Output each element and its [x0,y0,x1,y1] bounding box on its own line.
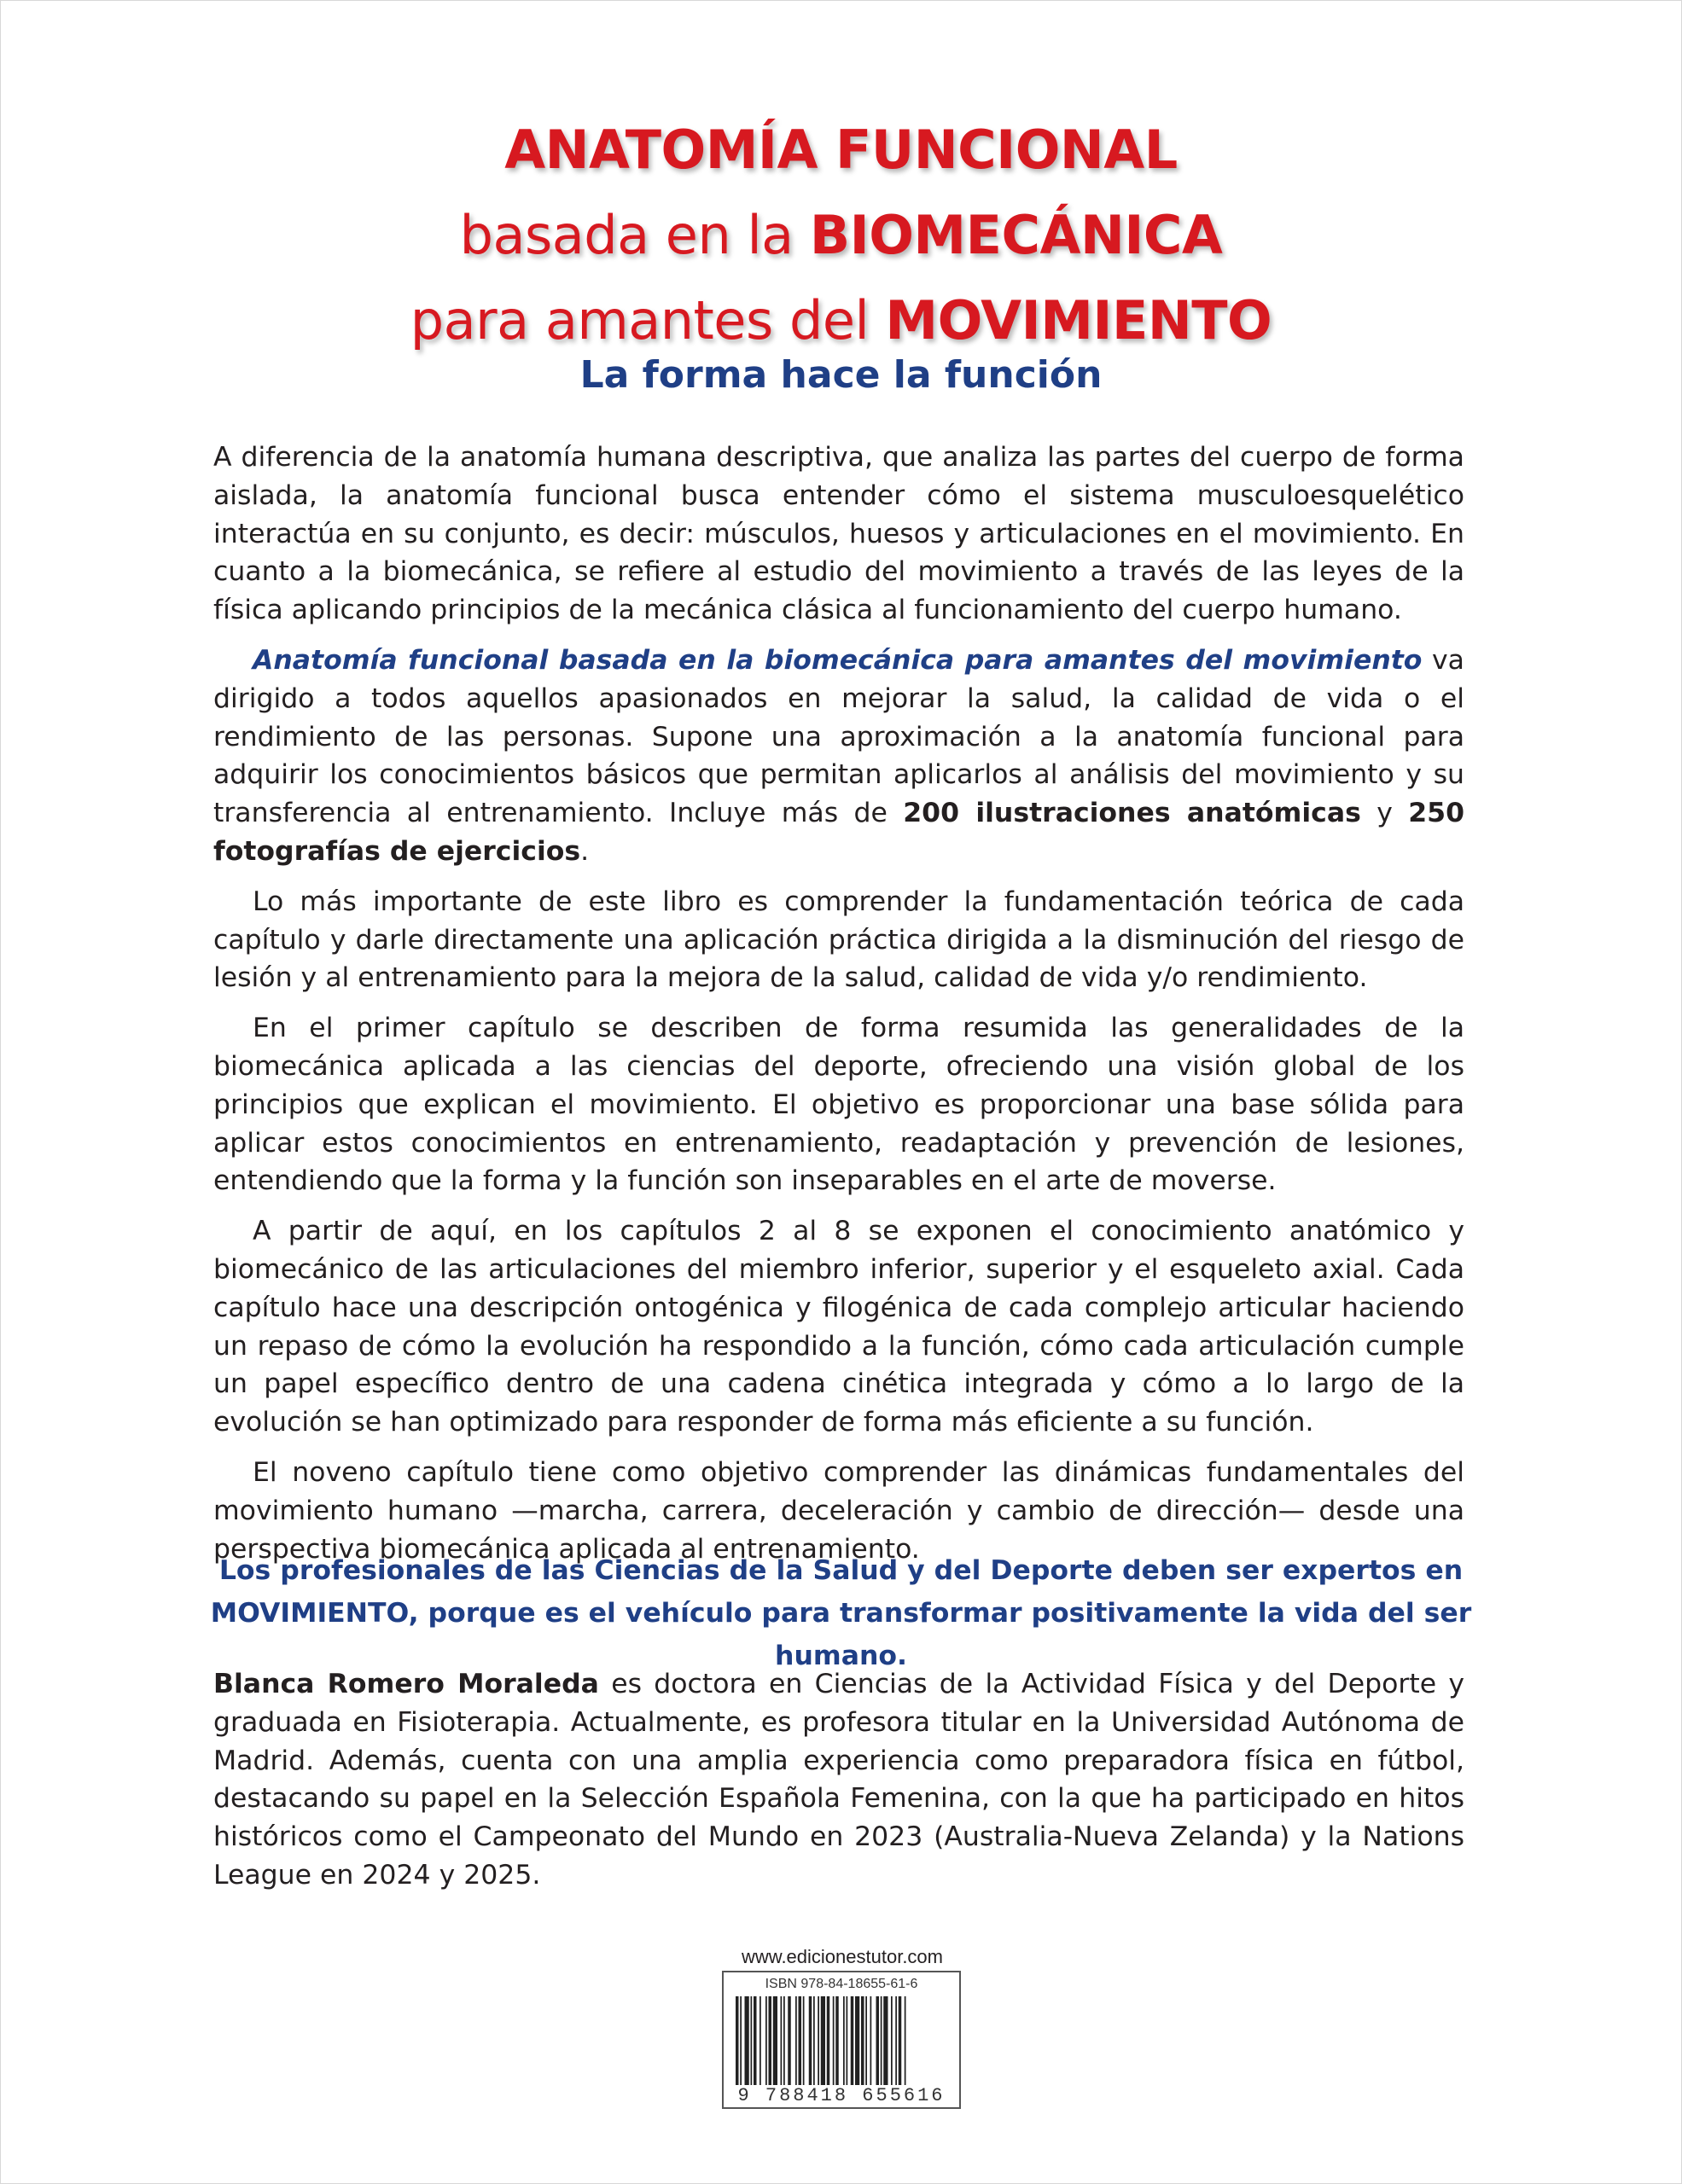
barcode-digits: 9 788418 655616 [737,2085,946,2106]
barcode [722,1971,961,2109]
publisher-website: www.edicionestutor.com [742,1946,943,1967]
book-title-italic: Anatomía funcional basada en la biomecánica para amantes del movimiento [253,644,1423,676]
paragraph-1: A diferencia de la anatomía humana descriptiva, que analiza las partes del cuerpo de forma aislada, la anatomía funcional busca entender cómo el sistema musculoesquelético interactúa en su conjunto, es decir: músculos, huesos y articulaciones en el movimiento. En cuanto a la biomecánica, se refiere al estudio del movimiento a través de las leyes de la física aplicando principios de la mecánica clásica al funcionamiento del cuerpo humano. [213,442,1464,626]
description-body [213,439,1464,1580]
paragraph-2: Anatomía funcional basada en la biomecánica para amantes del movimiento va dirigido a todos aquellos apasionados en mejorar la salud, la calidad de vida o el rendimiento de las personas. Supone una aproximación a la anatomía funcional para adquirir los conocimientos básicos que permitan aplicarlos al análisis del movimiento y su transferencia al entrenamiento. Incluye más de 200 ilustraciones anatómicas y 250 fotografías de ejercicios. [213,644,1465,867]
title-line-1: ANATOMÍA FUNCIONAL [504,119,1178,181]
barcode-icon [736,1996,951,2085]
paragraph-4: En el primer capítulo se describen de forma resumida las generalidades de la biomecánica aplicada a las ciencias del deporte, ofreciendo una visión global de los principios que explican el movimiento. El objetivo es proporcionar una base sólida para aplicar estos conocimientos en entrenamiento, readaptación y prevención de lesiones, entendiendo que la forma y la función son inseparables en el arte de moverse. [213,1013,1464,1197]
author-bio: Blanca Romero Moraleda es doctora en Ciencias de la Actividad Física y del Deporte y graduada en Fisioterapia. Actualmente, es profesora titular en la Universidad Autónoma de Madrid. Además, cuenta con una amplia experiencia como preparadora física en fútbol, destacando su papel en la Selección Española Femenina, con la que ha participado en hitos históricos como el Campeonato del Mundo en 2023 (Australia-Nueva Zelanda) y la Nations League en 2024 y 2025. [213,1669,1464,1891]
isbn-label: ISBN 978-84-18655-61-6 [765,1977,918,1991]
book-title [0,107,1682,363]
author-name: Blanca Romero Moraleda [213,1669,599,1699]
highlight-line-2: MOVIMIENTO, porque es el vehículo para transformar positivamente la vida del ser humano. [210,1598,1472,1671]
highlight-line-1: Los profesionales de las Ciencias de la Salud y del Deporte deben ser expertos en [218,1555,1464,1586]
paragraph-6: El noveno capítulo tiene como objetivo comprender las dinámicas fundamentales del movimiento humano —marcha, carrera, deceleración y cambio de dirección— desde una perspectiva biomecánica aplicada al entrenamiento. [213,1456,1464,1565]
title-line-2: basada en la BIOMECÁNICA [459,204,1223,266]
highlight-quote [171,1549,1511,1677]
paragraph-3: Lo más importante de este libro es comprender la fundamentación teórica de cada capítulo y darle directamente una aplicación práctica dirigida a la disminución del riesgo de lesión y al entrenamiento para la mejora de la salud, calidad de vida y/o rendimiento. [213,886,1464,994]
subtitle: La forma hace la función [579,353,1103,397]
title-line-3: para amantes del MOVIMIENTO [410,289,1272,351]
paragraph-5: A partir de aquí, en los capítulos 2 al 8 se exponen el conocimiento anatómico y biomecánico de las articulaciones del miembro inferior, superior y el esqueleto axial. Cada capítulo hace una descripción ontogénica y filogénica de cada complejo articular haciendo un repaso de cómo la evolución ha respondido a la función, cómo cada articulación cumple un papel específico dentro de una cadena cinética integrada y cómo a lo largo de la evolución se han optimizado para responder de forma más eficiente a su función. [213,1216,1464,1438]
